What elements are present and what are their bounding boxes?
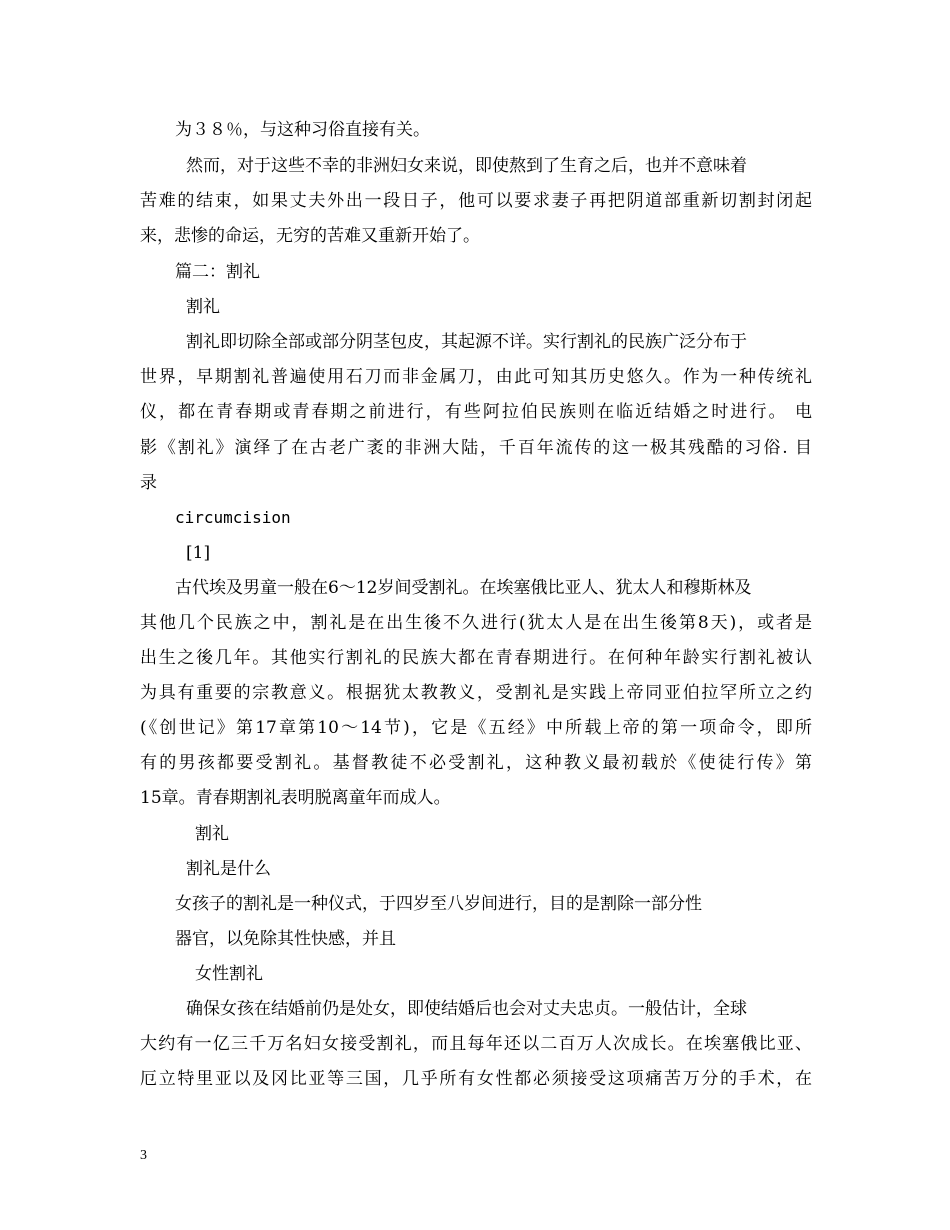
text-line: 厄立特里亚以及冈比亚等三国，几乎所有女性都必须接受这项痛苦万分的手术，在 (140, 1069, 812, 1089)
text-line: 影《割礼》演绎了在古老广袤的非洲大陆，千百年流传的这一极其残酷的习俗. 目 (140, 438, 812, 458)
text-line: 其他几个民族之中，割礼是在出生後不久进行(犹太人是在出生後第8天)，或者是 (140, 613, 812, 633)
text-line: 古代埃及男童一般在6～12岁间受割礼。在埃塞俄比亚人、犹太人和穆斯林及 (175, 578, 752, 598)
text-line: 器官，以免除其性快感，并且 (175, 929, 396, 949)
text-line: 女孩子的割礼是一种仪式，于四岁至八岁间进行，目的是割除一部分性 (175, 894, 702, 914)
text-line: 仪，都在青春期或青春期之前进行，有些阿拉伯民族则在临近结婚之时进行。 电 (140, 402, 812, 422)
text-line: 为３８％，与这种习俗直接有关。 (175, 120, 430, 140)
text-line: 世界，早期割礼普遍使用石刀而非金属刀，由此可知其历史悠久。作为一种传统礼 (140, 367, 812, 387)
subheading: 割礼 (195, 824, 229, 844)
text-line: 大约有一亿三千万名妇女接受割礼，而且每年还以二百万人次成长。在埃塞俄比亚、 (140, 1034, 812, 1054)
text-line: 15章。青春期割礼表明脱离童年而成人。 (140, 788, 451, 808)
text-line: 有的男孩都要受割礼。基督教徒不必受割礼，这种教义最初载於《使徒行传》第 (140, 753, 812, 773)
text-line: 出生之後几年。其他实行割礼的民族大都在青春期进行。在何种年龄实行割礼被认 (140, 648, 812, 668)
text-line: 然而，对于这些不幸的非洲妇女来说，即使熬到了生育之后，也并不意味着 (186, 156, 747, 176)
text-line: 录 (140, 473, 157, 493)
text-line: (《创世记》第17章第10～14节)，它是《五经》中所载上帝的第一项命令，即所 (140, 718, 812, 738)
subheading: 女性割礼 (195, 964, 263, 984)
text-line: 割礼即切除全部或部分阴茎包皮，其起源不详。实行割礼的民族广泛分布于 (186, 332, 747, 352)
text-line: 来，悲惨的命运，无穷的苦难又重新开始了。 (140, 226, 480, 246)
text-line: circumcision (175, 508, 291, 527)
subheading: 割礼 (186, 297, 220, 317)
page-number: 3 (140, 1148, 147, 1163)
section-heading: 篇二：割礼 (175, 262, 260, 282)
text-line: 苦难的结束，如果丈夫外出一段日子，他可以要求妻子再把阴道部重新切割封闭起 (140, 191, 812, 211)
subheading: 割礼是什么 (186, 859, 271, 879)
text-line: 确保女孩在结婚前仍是处女，即使结婚后也会对丈夫忠贞。一般估计，全球 (186, 999, 747, 1019)
text-line: 为具有重要的宗教意义。根据犹太教教义，受割礼是实践上帝同亚伯拉罕所立之约 (140, 683, 812, 703)
reference-marker: [1] (186, 543, 211, 563)
